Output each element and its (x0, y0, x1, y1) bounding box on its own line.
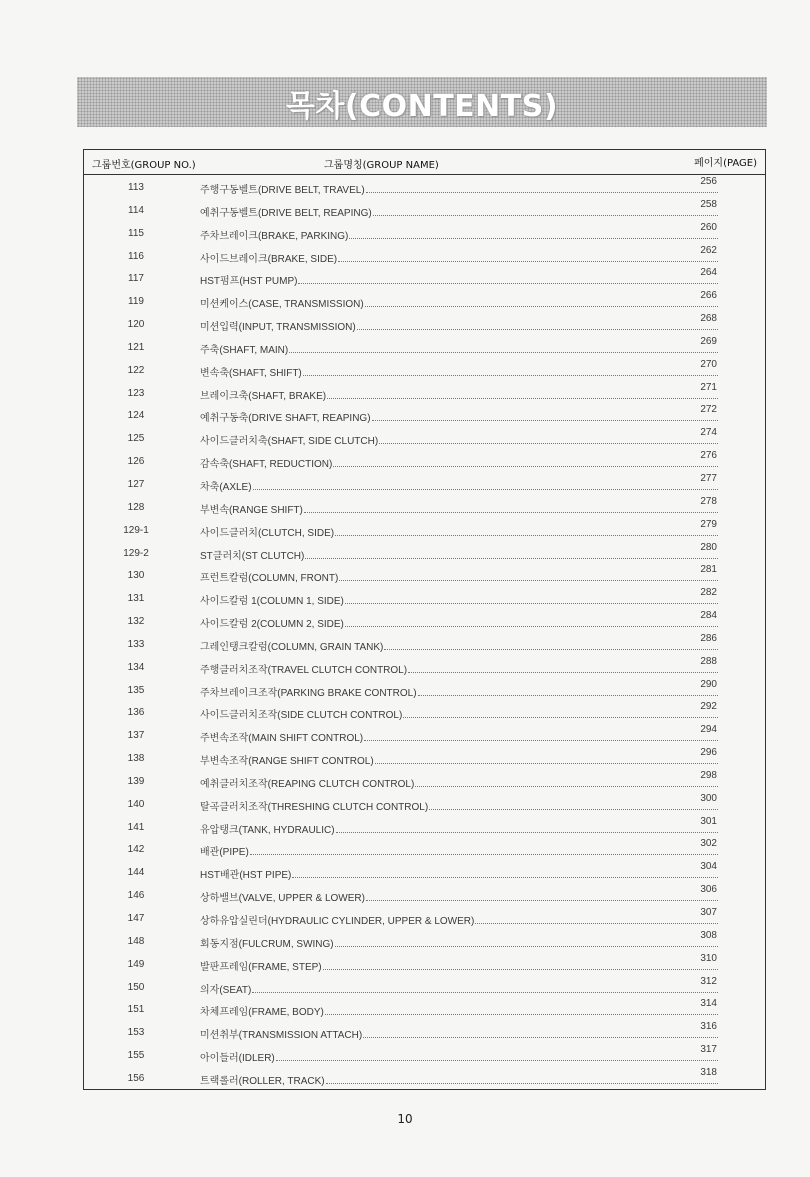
page-ref: 307 (700, 907, 717, 918)
toc-row (84, 974, 765, 997)
page-ref: 316 (700, 1021, 717, 1033)
page-ref: 310 (700, 952, 717, 964)
group-name-text: 부변속조작(RANGE SHIFT CONTROL) (200, 756, 374, 768)
group-number: 132 (127, 616, 145, 628)
group-number: 144 (127, 867, 145, 879)
group-number: 131 (127, 593, 145, 605)
group-name (200, 295, 719, 310)
page-ref: 304 (700, 861, 717, 873)
contents-banner (77, 77, 767, 127)
group-name-text: 주차브레이크(BRAKE, PARKING) (200, 230, 349, 242)
group-name-text: 사이드클러치(CLUTCH, SIDE) (200, 527, 335, 539)
group-name (200, 684, 719, 699)
group-number: 115 (128, 227, 144, 239)
toc-row (84, 631, 765, 654)
page-title: 목차(CONTENTS) (285, 89, 559, 124)
dot-leader (253, 481, 718, 490)
group-number: 149 (127, 958, 145, 970)
group-name (200, 524, 719, 539)
toc-row (84, 677, 765, 700)
dot-leader (292, 869, 718, 878)
group-name-text: 유압탱크(TANK, HYDRAULIC) (200, 824, 335, 836)
toc-row (84, 951, 765, 974)
group-name-text: 부변속(RANGE SHIFT) (200, 504, 303, 516)
group-name-text: 미션케이스(CASE, TRANSMISSION) (200, 299, 364, 311)
dot-leader (323, 961, 718, 970)
group-number: 148 (127, 935, 145, 947)
group-name (200, 729, 719, 744)
group-name (200, 775, 719, 790)
group-number: 146 (127, 890, 145, 902)
toc-row (84, 928, 765, 951)
toc-row (84, 220, 765, 243)
dot-leader (357, 321, 718, 330)
group-number: 135 (127, 684, 145, 696)
group-name-text: 예취구동벨트(DRIVE BELT, REAPING) (200, 207, 372, 219)
page-ref: 262 (700, 244, 717, 256)
group-name (200, 455, 719, 470)
toc-row (84, 882, 765, 905)
toc-rows (84, 174, 765, 1088)
group-number: 129-2 (123, 547, 149, 559)
group-name-text: 주축(SHAFT, MAIN) (200, 344, 289, 356)
group-name-text: 주차브레이크조작(PARKING BRAKE CONTROL) (200, 687, 417, 699)
group-number: 114 (128, 204, 144, 216)
page-ref: 258 (700, 198, 717, 210)
group-name (200, 501, 719, 516)
group-name-text: 감속축(SHAFT, REDUCTION) (200, 459, 333, 471)
page-ref: 294 (700, 724, 717, 736)
dot-leader (345, 595, 718, 604)
group-number: 134 (127, 661, 145, 673)
group-number: 136 (127, 707, 145, 719)
group-name-text: 회동지점(FULCRUM, SWING) (200, 938, 334, 950)
toc-row (84, 585, 765, 608)
dot-leader (349, 230, 718, 239)
toc-row (84, 174, 765, 197)
toc-row (84, 425, 765, 448)
dot-leader (418, 687, 718, 696)
dot-leader (375, 755, 718, 764)
toc-row (84, 1019, 765, 1042)
toc-row (84, 699, 765, 722)
group-number: 120 (127, 319, 145, 331)
group-name (200, 227, 719, 242)
dot-leader (345, 618, 718, 627)
dot-leader (327, 390, 718, 399)
group-number: 137 (127, 730, 145, 742)
toc-header (84, 150, 765, 175)
toc-row (84, 996, 765, 1019)
group-name-text: 차체프레임(FRAME, BODY) (200, 1007, 324, 1019)
page-ref: 288 (700, 655, 717, 667)
group-name (200, 615, 719, 630)
toc-row (84, 380, 765, 403)
group-name-text: 예취클러치조작(REAPING CLUTCH CONTROL) (200, 778, 415, 790)
dot-leader (298, 275, 718, 284)
dot-leader (250, 846, 718, 855)
header-group-name: 그룹명칭(GROUP NAME) (324, 160, 439, 171)
group-name (200, 1072, 719, 1087)
toc-row (84, 334, 765, 357)
page-ref: 308 (700, 929, 717, 941)
page-ref: 277 (700, 472, 717, 484)
page-ref: 300 (700, 792, 717, 804)
group-number: 125 (127, 433, 145, 445)
toc-row (84, 494, 765, 517)
group-name (200, 181, 719, 196)
dot-leader (338, 253, 718, 262)
page-ref: 272 (700, 404, 717, 416)
toc-row (84, 562, 765, 585)
page-ref: 256 (700, 176, 717, 187)
toc-row (84, 836, 765, 859)
page-ref: 284 (700, 610, 717, 622)
page-ref: 271 (700, 381, 717, 393)
group-name (200, 569, 719, 584)
group-name-text: 상하밸브(VALVE, UPPER & LOWER) (200, 893, 365, 905)
toc-row (84, 1065, 765, 1088)
group-name (200, 661, 719, 676)
group-number: 124 (127, 410, 145, 422)
group-number: 133 (127, 638, 145, 650)
page-ref: 298 (700, 769, 717, 781)
group-name (200, 1003, 719, 1018)
page-number: 10 (397, 1112, 413, 1126)
toc-row (84, 288, 765, 311)
page-ref: 286 (700, 632, 717, 644)
group-name-text: HST배관(HST PIPE) (200, 870, 292, 882)
page-ref: 301 (700, 815, 717, 827)
page-ref: 317 (700, 1044, 717, 1056)
dot-leader (339, 572, 718, 581)
group-name (200, 592, 719, 607)
page-ref: 312 (700, 975, 717, 987)
group-number: 138 (127, 753, 145, 765)
toc-row (84, 357, 765, 380)
toc-row (84, 768, 765, 791)
page-ref: 266 (700, 290, 717, 302)
group-name-text: ST클러치(ST CLUTCH) (200, 550, 305, 562)
page-ref: 290 (700, 678, 717, 690)
dot-leader (305, 550, 718, 559)
group-name (200, 706, 719, 721)
dot-leader (333, 458, 718, 467)
group-name (200, 364, 719, 379)
page-ref: 281 (700, 564, 717, 576)
group-name-text: HST펌프(HST PUMP) (200, 276, 298, 288)
page-ref: 282 (700, 587, 717, 599)
group-name-text: 사이드클러치조작(SIDE CLUTCH CONTROL) (200, 710, 403, 722)
page-ref: 314 (700, 998, 717, 1010)
group-name (200, 341, 719, 356)
dot-leader (325, 1006, 718, 1015)
dot-leader (304, 504, 718, 513)
group-name-text: 주행구동벨트(DRIVE BELT, TRAVEL) (200, 185, 365, 196)
toc-row (84, 540, 765, 563)
toc-row (84, 402, 765, 425)
group-name (200, 409, 719, 424)
dot-leader (379, 435, 718, 444)
toc-row (84, 791, 765, 814)
toc-row (84, 197, 765, 220)
group-name-text: 사이드클러치축(SHAFT, SIDE CLUTCH) (200, 436, 379, 448)
toc-row (84, 448, 765, 471)
page-ref: 278 (700, 495, 717, 507)
toc-row (84, 471, 765, 494)
group-name (200, 981, 719, 996)
dot-leader (429, 801, 718, 810)
group-name (200, 272, 719, 287)
group-number: 147 (127, 913, 145, 924)
group-name (200, 318, 719, 333)
group-name (200, 250, 719, 265)
group-name (200, 478, 719, 493)
group-name (200, 432, 719, 447)
page-ref: 280 (700, 541, 717, 553)
group-name-text: 발판프레임(FRAME, STEP) (200, 961, 322, 973)
group-number: 150 (127, 981, 145, 993)
dot-leader (366, 184, 718, 193)
group-name (200, 958, 719, 973)
toc-row (84, 311, 765, 334)
dot-leader (403, 709, 718, 718)
group-name-text: 프런트칼럼(COLUMN, FRONT) (200, 573, 339, 585)
toc-row (84, 243, 765, 266)
group-name (200, 387, 719, 402)
group-name (200, 752, 719, 767)
dot-leader (408, 664, 718, 673)
group-number: 113 (128, 182, 144, 193)
group-name-text: 사이드브레이크(BRAKE, SIDE) (200, 253, 338, 265)
page-ref: 296 (700, 747, 717, 759)
group-name (200, 1026, 719, 1041)
group-number: 129-1 (123, 524, 149, 536)
group-number: 127 (127, 478, 145, 490)
group-name-text: 의자(SEAT) (200, 984, 252, 996)
page-ref: 270 (700, 358, 717, 370)
dot-leader (415, 778, 718, 787)
toc-row (84, 859, 765, 882)
dot-leader (384, 641, 718, 650)
group-number: 123 (127, 387, 145, 399)
group-name-text: 상하유압실린더(HYDRAULIC CYLINDER, UPPER & LOWER) (200, 916, 475, 927)
page-ref: 318 (700, 1066, 717, 1078)
toc-row (84, 517, 765, 540)
group-number: 126 (127, 456, 145, 468)
group-name (200, 843, 719, 858)
group-name-text: 배관(PIPE) (200, 847, 249, 859)
group-name (200, 547, 719, 562)
group-number: 130 (127, 570, 145, 582)
group-name-text: 미션취부(TRANSMISSION ATTACH) (200, 1030, 363, 1042)
toc-row (84, 814, 765, 837)
group-name-text: 차축(AXLE) (200, 481, 252, 493)
group-name-text: 미션입력(INPUT, TRANSMISSION) (200, 322, 356, 334)
group-name (200, 798, 719, 813)
group-number: 153 (127, 1027, 145, 1039)
group-name (200, 821, 719, 836)
dot-leader (366, 892, 718, 901)
group-name-text: 그레인탱크칼럼(COLUMN, GRAIN TANK) (200, 641, 384, 653)
group-name (200, 638, 719, 653)
group-name (200, 866, 719, 881)
group-name (200, 1049, 719, 1064)
dot-leader (289, 344, 718, 353)
dot-leader (363, 1029, 718, 1038)
group-number: 128 (127, 501, 145, 513)
group-number: 141 (127, 821, 145, 833)
toc-row (84, 608, 765, 631)
dot-leader (336, 824, 718, 833)
group-number: 116 (128, 250, 144, 262)
group-name-text: 주행클러치조작(TRAVEL CLUTCH CONTROL) (200, 664, 408, 676)
page-ref: 264 (700, 267, 717, 279)
group-number: 155 (127, 1050, 145, 1062)
page-ref: 260 (700, 221, 717, 233)
dot-leader (475, 915, 718, 924)
toc-row (84, 654, 765, 677)
dot-leader (303, 367, 718, 376)
dot-leader (372, 412, 718, 421)
dot-leader (326, 1075, 718, 1084)
dot-leader (252, 984, 718, 993)
group-number: 117 (128, 273, 144, 285)
page-ref: 269 (700, 335, 717, 347)
dot-leader (365, 298, 718, 307)
toc-row (84, 1042, 765, 1065)
page-ref: 302 (700, 838, 717, 850)
group-name-text: 트랙롤러(ROLLER, TRACK) (200, 1075, 325, 1087)
group-number: 142 (127, 844, 145, 856)
page-ref: 274 (700, 427, 717, 439)
group-name-text: 탈곡클러치조작(THRESHING CLUTCH CONTROL) (200, 801, 429, 813)
dot-leader (373, 207, 718, 216)
group-name-text: 주변속조작(MAIN SHIFT CONTROL) (200, 733, 364, 745)
page-ref: 279 (700, 518, 717, 530)
group-name-text: 사이드칼럼 2(COLUMN 2, SIDE) (200, 619, 344, 631)
group-number: 122 (127, 364, 145, 376)
group-number: 151 (127, 1004, 145, 1016)
group-name-text: 브레이크축(SHAFT, BRAKE) (200, 390, 327, 402)
header-group-no: 그룹번호(GROUP NO.) (92, 160, 196, 171)
dot-leader (276, 1052, 718, 1061)
group-number: 156 (127, 1072, 145, 1084)
header-page: 페이지(PAGE) (694, 158, 757, 169)
toc-row (84, 905, 765, 928)
group-number: 139 (127, 775, 145, 787)
group-name-text: 변속축(SHAFT, SHIFT) (200, 367, 302, 379)
dot-leader (335, 938, 718, 947)
group-name-text: 예취구동축(DRIVE SHAFT, REAPING) (200, 413, 371, 425)
group-name-text: 사이드칼럼 1(COLUMN 1, SIDE) (200, 596, 344, 608)
group-number: 119 (128, 296, 144, 308)
toc-row (84, 722, 765, 745)
toc-table (83, 149, 766, 1090)
page-ref: 268 (700, 313, 717, 325)
group-name (200, 935, 719, 950)
toc-row (84, 745, 765, 768)
group-name-text: 아이들러(IDLER) (200, 1053, 275, 1065)
group-number: 121 (127, 341, 145, 353)
dot-leader (335, 527, 718, 536)
toc-row (84, 265, 765, 288)
dot-leader (364, 732, 718, 741)
group-name (200, 204, 719, 219)
page-ref: 276 (700, 450, 717, 462)
group-name (200, 912, 719, 927)
group-name (200, 889, 719, 904)
page-ref: 306 (700, 884, 717, 896)
page-ref: 292 (700, 701, 717, 713)
group-number: 140 (127, 798, 145, 810)
